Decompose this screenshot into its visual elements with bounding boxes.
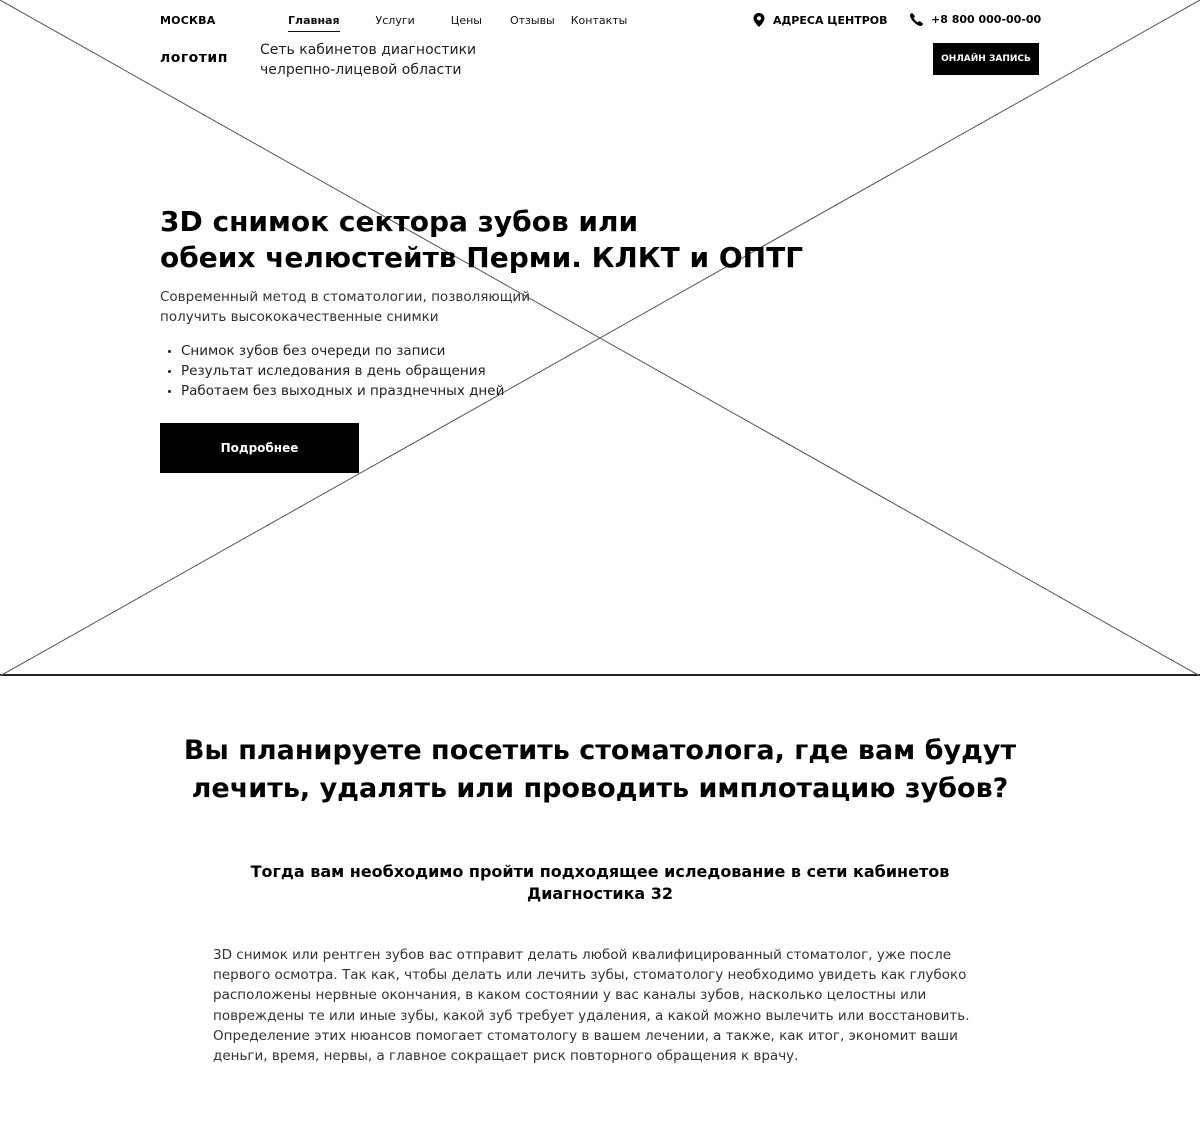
list-item-text: Результат иследования в день обращения [181,363,486,379]
nav-item-contacts[interactable]: Контакты [570,14,628,27]
hero-title-line-2: обеих челюстейтв Перми. КЛКТ и ОПТГ [160,241,804,274]
nav-item-home[interactable]: Главная [288,14,340,32]
addresses-label: АДРЕСА ЦЕНТРОВ [773,13,888,27]
phone-number: +8 800 000-00-00 [931,13,1042,26]
main-nav [288,14,663,32]
bullet-icon [168,350,171,353]
online-booking-button[interactable]: ОНЛАЙН ЗАПИСЬ [933,43,1039,75]
addresses-link[interactable] [753,13,888,27]
nav-item-services[interactable]: Услуги [375,14,415,27]
hero-title-line-1: 3D снимок сектора зубов или [160,205,639,238]
hero-subtitle: Современный метод в стоматологии, позволяющий получить высококачественные снимки [160,289,530,325]
section-body-text: 3D снимок или рентген зубов вас отправит делать любой квалифицированный стоматолог, уже после первого осмотра. Так как, чтобы делать или лечить зубы, стоматологу необходимо увидеть как глубоко расположены нервные окончания, в каком состоянии у вас каналы зубов, насколько целостны или повреждены те или иные зубы, какой зуб требует удаления, а какой можно вылечить или восстановить. Определение этих нюансов помогает стоматологу в вашем лечении, а также, как итог, экономит ваши деньги, время, нервы, а главное сокращает риск повторного обращения к врачу. [213,947,970,1065]
list-item [168,381,504,401]
list-item-text: Снимок зубов без очереди по записи [181,343,446,359]
hero-benefits-list [168,341,504,401]
bullet-icon [168,390,171,393]
more-details-button[interactable]: Подробнее [160,423,359,473]
section-title: Вы планируете посетить стоматолога, где вам будут лечить, удалять или проводить имплотацию зубов? [183,735,1017,804]
nav-item-reviews[interactable]: Отзывы [509,14,555,27]
list-item [168,361,504,381]
hero-title [160,204,860,276]
list-item [168,341,504,361]
section-subtitle: Тогда вам необходимо пройти подходящее иследование в сети кабинетов Диагностика 32 [250,862,950,903]
phone-icon [910,13,923,26]
list-item-text: Работаем без выходных и празднечных дней [181,383,505,399]
city-selector[interactable]: МОСКВА [160,14,216,27]
map-pin-icon [753,13,765,27]
bullet-icon [168,370,171,373]
nav-item-prices[interactable]: Цены [450,14,482,27]
tagline: Сеть кабинетов диагностики челрепно-лицевой области [260,42,477,78]
logo[interactable]: логотип [160,50,228,66]
phone-link[interactable] [910,13,1041,26]
